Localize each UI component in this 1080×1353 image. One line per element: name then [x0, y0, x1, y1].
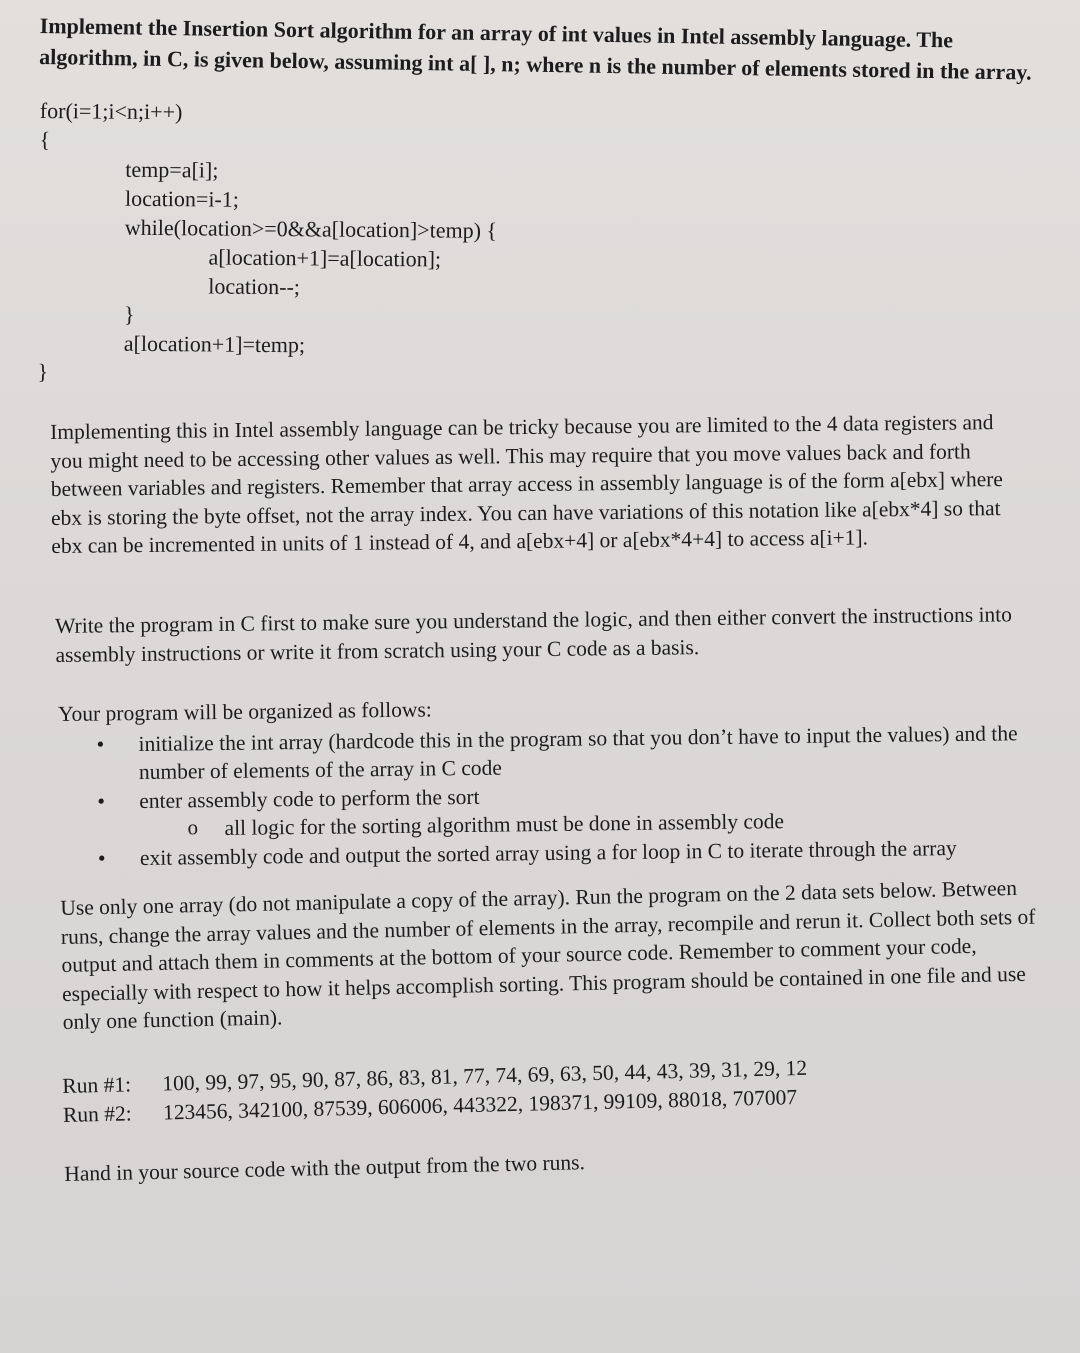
sub-list-item: o all logic for the sorting algorithm must be done in assembly code: [59, 804, 1034, 844]
code-line: a[location+1]=temp;: [123, 330, 306, 358]
organization-section: [58, 688, 1035, 873]
code-line: }: [37, 358, 49, 385]
run-2-values: 123456, 342100, 87539, 606006, 443322, 198371, 99109, 88018, 707007: [162, 1084, 798, 1125]
closing-line: Hand in your source code with the output from the two runs.: [64, 1150, 586, 1186]
run-2-label: Run #2:: [62, 1100, 133, 1127]
organization-list: [58, 719, 1035, 873]
data-sets: [62, 1052, 863, 1129]
list-item: • initialize the int array (hardcode this in the program so that you don’t have to input the values) and the number of elements of the array in C code: [58, 719, 1034, 788]
c-code-block: [37, 96, 498, 390]
write-c-first-paragraph: Write the program in C first to make sure you understand the logic, and then either convert the instructions into assembly instructions or write it from scratch using your C code as a basis.: [55, 602, 1013, 667]
intro-paragraph: Implement the Insertion Sort algorithm for an array of int values in Intel assembly language. The algorithm, in C, is given below, assuming int a[ ], n; where n is the number of elements stored in the array.: [39, 12, 1032, 85]
code-line: {: [39, 126, 51, 153]
registers-paragraph: Implementing this in Intel assembly language can be tricky because you are limited to the 4 data registers and you might need to be accessing other values as well. This may require that you move values back and forth between variables and registers. Remember that array access in assembly language is of the form a[ebx] where ebx is storing the byte offset, not the array index. You can have variations of this notation like a[ebx*4] so that ebx can be incremented in units of 1 instead of 4, and a[ebx+4] or a[ebx*4+4] to access a[i+1].: [50, 410, 1004, 558]
code-line: }: [123, 301, 135, 327]
run-1-label: Run #1:: [62, 1072, 132, 1098]
instructions-paragraph: Use only one array (do not manipulate a copy of the array). Run the program on the 2 data sets below. Between runs, change the array values and the number of elements in the array, recompile and rerun it. Collect both sets of output and attach them in comments at the bottom of your source code. Remember to comment your code, especially with respect to how it helps accomplish sorting. This program should be contained in one file and use only one function (main).: [60, 875, 1036, 1034]
list-item: • enter assembly code to perform the sort: [59, 776, 1034, 816]
run-1-values: 100, 99, 97, 95, 90, 87, 86, 83, 81, 77, 74, 69, 63, 50, 44, 43, 39, 31, 29, 12: [162, 1055, 808, 1096]
code-line: temp=a[i];: [125, 156, 219, 183]
code-line: while(location>=0&&a[location]>temp) {: [124, 214, 498, 243]
code-line: location--;: [208, 273, 301, 300]
list-item: • exit assembly code and output the sorted array using a for loop in C to iterate through the array: [60, 833, 1035, 873]
code-line: a[location+1]=a[location];: [208, 244, 442, 272]
code-line: location=i-1;: [125, 185, 240, 212]
organization-heading: Your program will be organized as follows:: [58, 697, 432, 726]
code-line: for(i=1;i<n;i++): [39, 97, 183, 125]
